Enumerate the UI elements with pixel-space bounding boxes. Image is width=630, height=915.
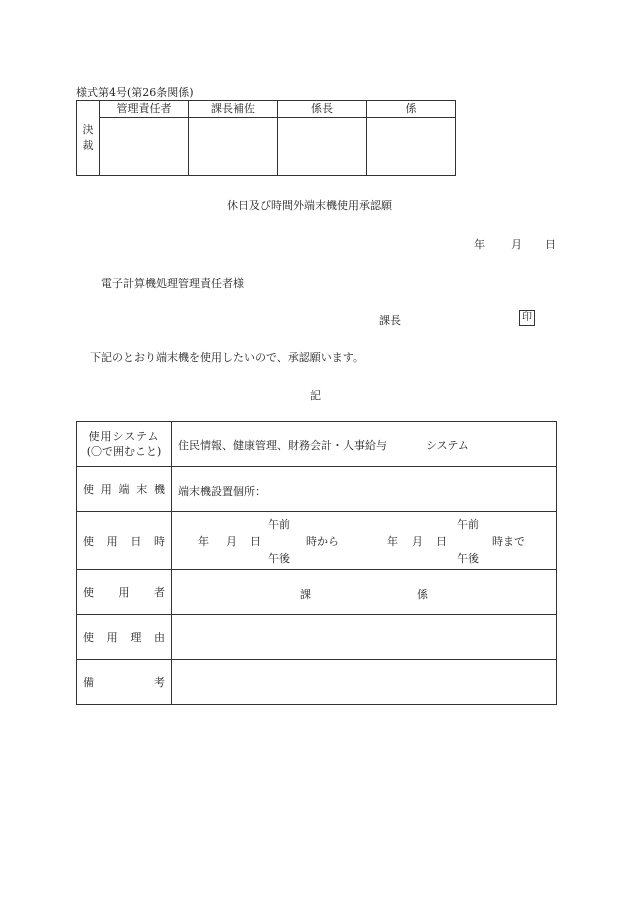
label-terminal-char: 末 (136, 483, 148, 496)
label-remarks-char: 備 (83, 676, 94, 689)
approval-table (76, 100, 456, 176)
approval-side-label-2: 裁 (82, 139, 94, 152)
document-title: 休日及び時間外端末機使用承認願 (227, 199, 392, 212)
label-reason (77, 615, 172, 660)
date-day-label: 日 (545, 238, 556, 251)
date-month-label: 月 (511, 238, 522, 251)
until-day-label: 日 (436, 535, 447, 548)
remarks-field[interactable] (172, 660, 557, 705)
label-terminal-char: 使 (83, 483, 94, 496)
system-suffix: システム (426, 439, 469, 452)
from-am-label: 午前 (268, 518, 290, 531)
approval-header-staff: 係 (367, 101, 456, 118)
label-reason-char: 理 (130, 631, 142, 644)
approval-header-chief: 係長 (278, 101, 367, 118)
label-datetime-char: 時 (153, 534, 165, 548)
row-system (77, 422, 557, 467)
approval-cell-chief[interactable] (278, 118, 367, 176)
label-user (77, 570, 172, 615)
system-options: 住民情報、健康管理、財務会計・人事給与 (178, 439, 387, 452)
label-reason-char: 使 (83, 631, 94, 644)
from-pm-label: 午後 (268, 552, 290, 565)
label-datetime (77, 512, 172, 570)
label-remarks-char: 考 (154, 676, 165, 689)
until-pm-label: 午後 (457, 552, 479, 565)
form-number: 様式第4号(第26条関係) (76, 86, 194, 99)
from-year-label: 年 (198, 535, 209, 548)
label-reason-char: 用 (106, 631, 118, 644)
system-field[interactable] (172, 422, 557, 467)
label-user-char: 用 (118, 586, 130, 599)
intro-text: 下記のとおり端末機を使用したいので、承認願います。 (90, 351, 364, 364)
label-terminal-char: 機 (154, 483, 165, 496)
terminal-location-label: 端末機設置個所： (178, 485, 266, 498)
row-datetime (77, 512, 557, 570)
from-time-label: 時から (306, 535, 339, 548)
approval-side-label (77, 101, 100, 176)
ki-heading: 記 (310, 389, 321, 402)
label-datetime-char: 使 (83, 534, 94, 548)
approval-cell-manager[interactable] (100, 118, 189, 176)
label-user-char: 使 (83, 586, 94, 599)
applicant-label: 課長 (379, 314, 401, 327)
datetime-field[interactable] (172, 512, 557, 570)
label-system (77, 422, 172, 467)
label-system-line2: (〇で囲むこと) (86, 445, 162, 458)
label-remarks (77, 660, 172, 705)
until-year-label: 年 (387, 535, 398, 548)
until-am-label: 午前 (457, 518, 479, 531)
from-month-label: 月 (226, 535, 237, 548)
approval-header-manager: 管理責任者 (100, 101, 189, 118)
approval-cell-deputy[interactable] (189, 118, 278, 176)
user-field[interactable] (172, 570, 557, 615)
label-terminal-char: 端 (118, 483, 130, 496)
user-subsection-label: 係 (417, 588, 428, 601)
seal-mark: 印 (519, 310, 535, 326)
row-reason (77, 615, 557, 660)
row-remarks (77, 660, 557, 705)
label-reason-char: 由 (153, 631, 165, 644)
terminal-field[interactable] (172, 467, 557, 512)
reason-field[interactable] (172, 615, 557, 660)
approval-cell-staff[interactable] (367, 118, 456, 176)
row-user (77, 570, 557, 615)
user-section-label: 課 (300, 588, 311, 601)
until-month-label: 月 (412, 535, 423, 548)
date-year-label: 年 (474, 238, 485, 251)
label-terminal (77, 467, 172, 512)
approval-header-deputy: 課長補佐 (189, 101, 278, 118)
application-table (76, 421, 557, 705)
approval-side-label-1: 決 (82, 123, 94, 136)
label-datetime-char: 用 (106, 534, 118, 548)
label-terminal-char: 用 (100, 483, 112, 496)
label-system-line1: 使用システム (88, 430, 160, 443)
label-datetime-char: 日 (130, 534, 142, 548)
addressee: 電子計算機処理管理責任者様 (101, 277, 244, 290)
label-user-char: 者 (154, 586, 165, 599)
until-time-label: 時まで (492, 535, 525, 548)
from-day-label: 日 (250, 535, 261, 548)
row-terminal (77, 467, 557, 512)
